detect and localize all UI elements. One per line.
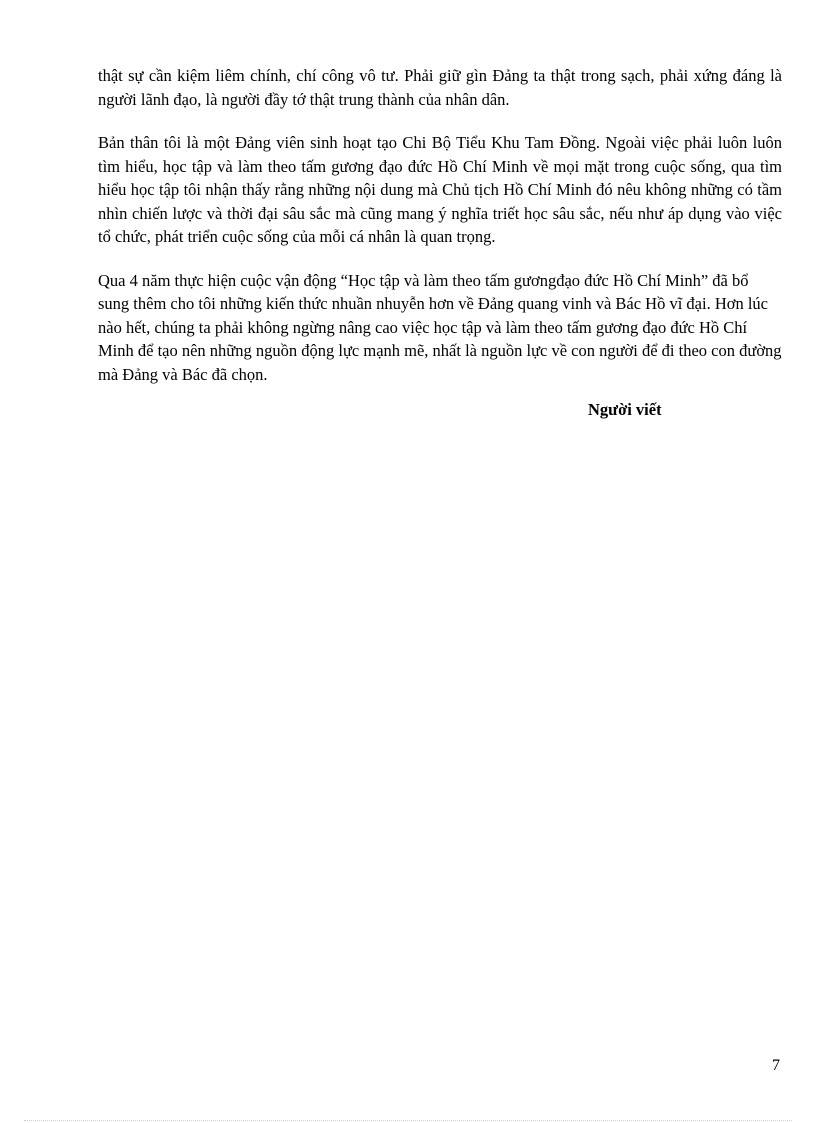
- page-bottom-divider: [24, 1120, 792, 1121]
- page-number: 7: [772, 1057, 780, 1074]
- document-body: [98, 64, 782, 406]
- paragraph-1: thật sự cần kiệm liêm chính, chí công vô tư. Phải giữ gìn Đảng ta thật trong sạch, phải xứng đáng là người lãnh đạo, là người đầy tớ thật trung thành của nhân dân.: [98, 66, 782, 109]
- paragraph-3: Qua 4 năm thực hiện cuộc vận động “Học tập và làm theo tấm gươngđạo đức Hồ Chí Minh” đã bổ sung thêm cho tôi những kiến thức nhuần nhuyễn hơn về Đảng quang vinh và Bác Hồ vĩ đại. Hơn lúc nào hết, chúng ta phải không ngừng nâng cao việc học tập và làm theo tấm gương đạo đức Hồ Chí Minh để tạo nên những nguồn động lực mạnh mẽ, nhất là nguồn lực về con người để đi theo con đường mà Đảng và Bác đã chọn.: [98, 270, 782, 384]
- paragraph-2: Bản thân tôi là một Đảng viên sinh hoạt tạo Chi Bộ Tiểu Khu Tam Đồng. Ngoài việc phải luôn luôn tìm hiểu, học tập và làm theo tấm gương đạo đức Hồ Chí Minh về mọi mặt trong cuộc sống, qua tìm hiểu học tập tôi nhận thấy rằng những nội dung mà Chủ tịch Hồ Chí Minh đó nêu không những có tầm nhìn chiến lược và thời đại sâu sắc mà cũng mang ý nghĩa triết học sâu sắc, nếu như áp dụng vào việc tổ chức, phát triển cuộc sống của mỗi cá nhân là quan trọng.: [98, 133, 782, 246]
- signature-label: Người viết: [588, 400, 662, 419]
